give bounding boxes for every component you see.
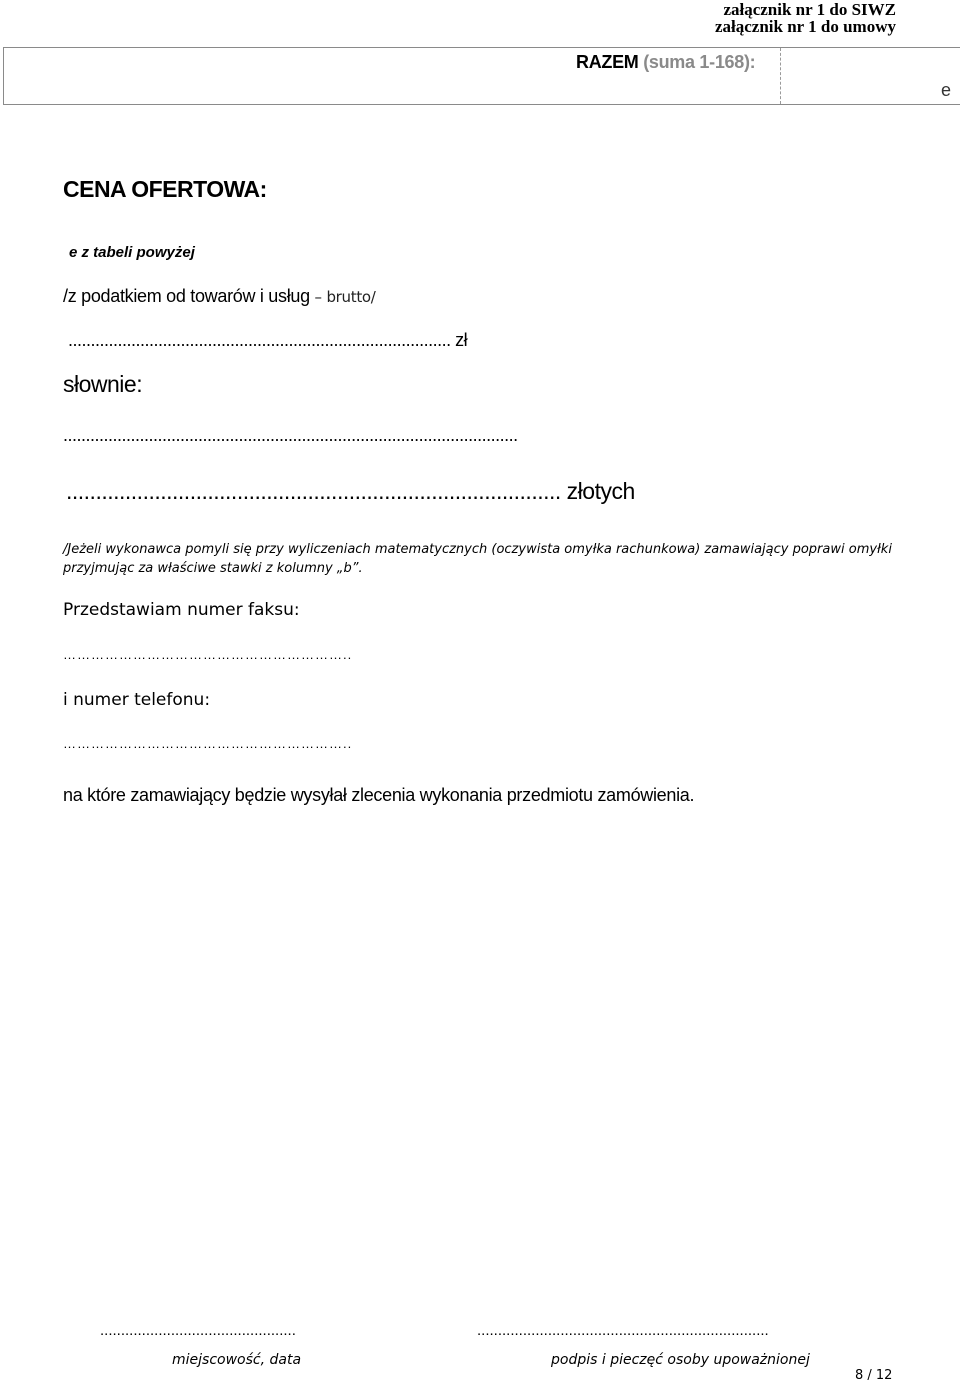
contact-purpose-text: na które zamawiający będzie wysyłał zlecenia wykonania przedmiotu zamówienia. <box>63 785 695 805</box>
signature-left-label: miejscowość, data <box>172 1352 302 1368</box>
fax-label: Przedstawiam numer faksu: <box>63 600 300 620</box>
correction-note: /Jeżeli wykonawca pomyli się przy wyliczeniach matematycznych (oczywista omyłka rachunkowa) zamawiający poprawi omyłki przyjmując za właściwe stawki z kolumny „b”. <box>63 542 892 576</box>
phone-dots: …………………………………………………….. <box>63 736 353 751</box>
cena-subtitle: e z tabeli powyżej <box>69 244 195 261</box>
brutto-text: brutto/ <box>326 288 376 306</box>
phone-label: i numer telefonu: <box>63 690 211 710</box>
razem-suma: (suma 1-168): <box>643 52 756 72</box>
razem-box <box>3 47 960 105</box>
slownie-dots: ..................................................................................................... <box>63 425 518 445</box>
razem-word: RAZEM <box>576 52 639 72</box>
podatkiem-dash: – <box>314 288 322 306</box>
podatkiem-text: /z podatkiem od towarów i usług <box>63 286 310 306</box>
podatkiem-line <box>63 286 376 307</box>
signature-right-dots: ...................................................................... <box>477 1322 769 1339</box>
cena-ofertowa-title: CENA OFERTOWA: <box>63 176 267 202</box>
amount-zl-line: ..................................................................................... zł <box>68 330 468 350</box>
header-line-2: załącznik nr 1 do umowy <box>714 17 896 36</box>
slownie-label: słownie: <box>63 371 143 397</box>
razem-box-divider <box>780 48 781 104</box>
zlotych-line: .................................................................................... złotych <box>66 478 635 504</box>
signature-left-dots: ............................................... <box>100 1322 296 1339</box>
signature-right-label: podpis i pieczęć osoby upoważnionej <box>551 1352 810 1368</box>
razem-label <box>576 52 755 73</box>
fax-dots: …………………………………………………….. <box>63 647 353 662</box>
razem-trailing-letter: e <box>941 80 952 100</box>
page-number: 8 / 12 <box>855 1368 893 1383</box>
header-line-1: załącznik nr 1 do SIWZ <box>723 0 896 19</box>
